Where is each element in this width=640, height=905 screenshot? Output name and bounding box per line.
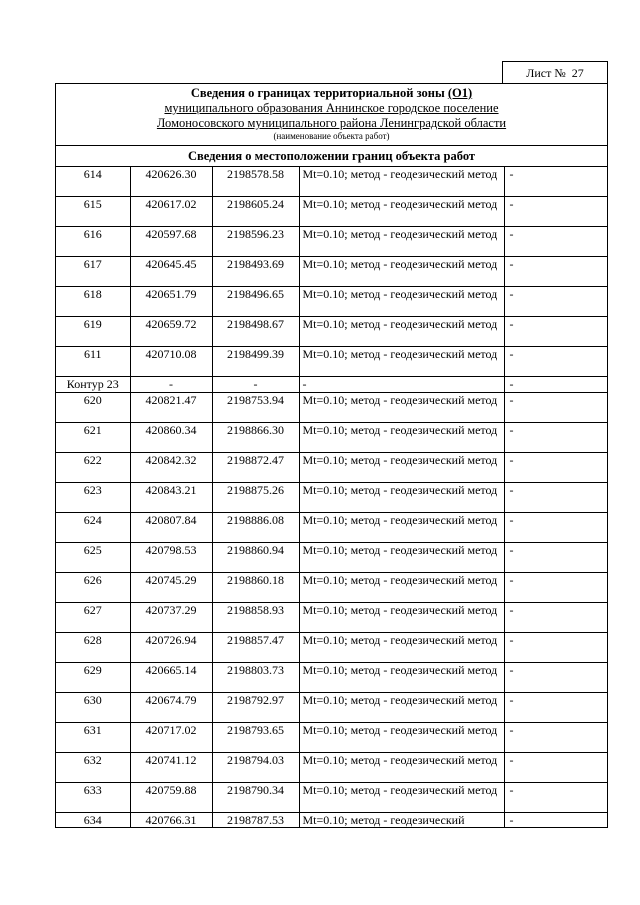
table-row [56, 287, 607, 317]
x-coordinate-cell: 420665.14 [130, 663, 212, 693]
document-title [56, 86, 607, 101]
x-coordinate-cell: 420726.94 [130, 633, 212, 663]
method-cell: Mt=0.10; метод - геодезический метод [299, 513, 504, 543]
method-cell: Mt=0.10; метод - геодезический метод [299, 287, 504, 317]
y-coordinate-cell: 2198496.65 [212, 287, 299, 317]
point-number-cell: Контур 23 [56, 377, 130, 393]
method-cell: Mt=0.10; метод - геодезический метод [299, 167, 504, 197]
point-number-cell: 627 [56, 603, 130, 633]
x-coordinate-cell: 420741.12 [130, 753, 212, 783]
method-cell: Mt=0.10; метод - геодезический метод [299, 393, 504, 423]
y-coordinate-cell: 2198860.94 [212, 543, 299, 573]
method-cell: Mt=0.10; метод - геодезический метод [299, 423, 504, 453]
extra-cell: - [504, 693, 607, 723]
x-coordinate-cell: - [130, 377, 212, 393]
sheet-number-box [502, 61, 608, 83]
x-coordinate-cell: 420745.29 [130, 573, 212, 603]
point-number-cell: 622 [56, 453, 130, 483]
extra-cell: - [504, 663, 607, 693]
extra-cell: - [504, 393, 607, 423]
method-cell: Mt=0.10; метод - геодезический метод [299, 543, 504, 573]
table-row [56, 257, 607, 287]
method-cell: Mt=0.10; метод - геодезический метод [299, 257, 504, 287]
table-row [56, 573, 607, 603]
district-text: Ломоносовского муниципального района Ленинградской области [156, 116, 507, 130]
table-row [56, 693, 607, 723]
y-coordinate-cell: 2198794.03 [212, 753, 299, 783]
zone-code: (О1) [447, 86, 473, 100]
extra-cell: - [504, 453, 607, 483]
x-coordinate-cell: 420860.34 [130, 423, 212, 453]
point-number-cell: 628 [56, 633, 130, 663]
table-row [56, 543, 607, 573]
table-row [56, 513, 607, 543]
point-number-cell: 620 [56, 393, 130, 423]
extra-cell: - [504, 347, 607, 377]
method-cell: Mt=0.10; метод - геодезический метод [299, 197, 504, 227]
table-row [56, 483, 607, 513]
y-coordinate-cell: 2198886.08 [212, 513, 299, 543]
table-row [56, 453, 607, 483]
table-row [56, 723, 607, 753]
method-cell: Mt=0.10; метод - геодезический метод [299, 347, 504, 377]
object-name-note: (наименование объекта работ) [273, 131, 390, 141]
method-cell: Mt=0.10; метод - геодезический метод [299, 483, 504, 513]
y-coordinate-cell: 2198596.23 [212, 227, 299, 257]
method-cell: Mt=0.10; метод - геодезический метод [299, 663, 504, 693]
method-cell: Mt=0.10; метод - геодезический метод [299, 227, 504, 257]
point-number-cell: 617 [56, 257, 130, 287]
point-number-cell: 629 [56, 663, 130, 693]
sheet-label: Лист № [526, 66, 566, 80]
x-coordinate-cell: 420759.88 [130, 783, 212, 813]
x-coordinate-cell: 420737.29 [130, 603, 212, 633]
coordinates-table-body [56, 167, 607, 827]
y-coordinate-cell: 2198753.94 [212, 393, 299, 423]
point-number-cell: 631 [56, 723, 130, 753]
y-coordinate-cell: 2198866.30 [212, 423, 299, 453]
point-number-cell: 632 [56, 753, 130, 783]
extra-cell: - [504, 633, 607, 663]
method-cell: - [299, 377, 504, 393]
point-number-cell: 615 [56, 197, 130, 227]
table-row [56, 633, 607, 663]
extra-cell: - [504, 783, 607, 813]
point-number-cell: 626 [56, 573, 130, 603]
y-coordinate-cell: 2198790.34 [212, 783, 299, 813]
municipality-text: муниципального образования Аннинское городское поселение [164, 101, 499, 115]
x-coordinate-cell: 420843.21 [130, 483, 212, 513]
point-number-cell: 616 [56, 227, 130, 257]
coordinates-table [56, 167, 607, 827]
extra-cell: - [509, 813, 514, 827]
y-coordinate-cell: - [212, 377, 299, 393]
method-cell: Mt=0.10; метод - геодезический метод [299, 723, 504, 753]
table-row [56, 813, 607, 828]
x-coordinate-cell: 420597.68 [130, 227, 212, 257]
point-number-cell: 621 [56, 423, 130, 453]
point-number-cell: 619 [56, 317, 130, 347]
district-line [56, 116, 607, 131]
point-number-cell: 630 [56, 693, 130, 723]
extra-cell: - [504, 197, 607, 227]
table-row [56, 783, 607, 813]
x-coordinate-cell: 420717.02 [130, 723, 212, 753]
point-number-cell: 634 [56, 813, 130, 828]
point-number-cell: 614 [56, 167, 130, 197]
y-coordinate-cell: 2198499.39 [212, 347, 299, 377]
extra-cell: - [504, 753, 607, 783]
x-coordinate-cell: 420626.30 [130, 167, 212, 197]
table-row [56, 347, 607, 377]
point-number-cell: 633 [56, 783, 130, 813]
extra-cell: - [504, 723, 607, 753]
extra-cell: - [504, 603, 607, 633]
sheet-number: 27 [571, 66, 584, 80]
y-coordinate-cell: 2198578.58 [212, 167, 299, 197]
extra-cell: - [504, 377, 607, 393]
point-number-cell: 611 [56, 347, 130, 377]
extra-cell: - [504, 543, 607, 573]
table-row [56, 423, 607, 453]
method-cell: Mt=0.10; метод - геодезический метод [299, 693, 504, 723]
y-coordinate-cell: 2198792.97 [212, 693, 299, 723]
x-coordinate-cell: 420674.79 [130, 693, 212, 723]
table-row [56, 753, 607, 783]
document-header [56, 84, 607, 146]
x-coordinate-cell: 420710.08 [130, 347, 212, 377]
table-row [56, 197, 607, 227]
x-coordinate-cell: 420617.02 [130, 197, 212, 227]
y-coordinate-cell: 2198860.18 [212, 573, 299, 603]
method-cell: Mt=0.10; метод - геодезический метод [299, 453, 504, 483]
y-coordinate-cell: 2198493.69 [212, 257, 299, 287]
x-coordinate-cell: 420766.31 [130, 813, 212, 828]
point-number-cell: 624 [56, 513, 130, 543]
x-coordinate-cell: 420651.79 [130, 287, 212, 317]
y-coordinate-cell: 2198498.67 [212, 317, 299, 347]
x-coordinate-cell: 420842.32 [130, 453, 212, 483]
method-cell: Mt=0.10; метод - геодезический метод [299, 633, 504, 663]
municipality-line [56, 101, 607, 116]
section-title: Сведения о местоположении границ объекта работ [56, 146, 607, 167]
y-coordinate-cell: 2198803.73 [212, 663, 299, 693]
y-coordinate-cell: 2198875.26 [212, 483, 299, 513]
document-frame [55, 83, 608, 828]
table-row [56, 317, 607, 347]
table-row [56, 663, 607, 693]
table-row [56, 377, 607, 393]
y-coordinate-cell: 2198872.47 [212, 453, 299, 483]
extra-cell: - [504, 513, 607, 543]
y-coordinate-cell: 2198605.24 [212, 197, 299, 227]
table-row [56, 393, 607, 423]
y-coordinate-cell: 2198858.93 [212, 603, 299, 633]
extra-cell: - [504, 483, 607, 513]
method-cell: Mt=0.10; метод - геодезический метод [299, 603, 504, 633]
point-number-cell: 618 [56, 287, 130, 317]
point-number-cell: 625 [56, 543, 130, 573]
x-coordinate-cell: 420821.47 [130, 393, 212, 423]
extra-cell: - [504, 257, 607, 287]
method-cell: Mt=0.10; метод - геодезический метод [299, 753, 504, 783]
x-coordinate-cell: 420807.84 [130, 513, 212, 543]
x-coordinate-cell: 420645.45 [130, 257, 212, 287]
table-row [56, 227, 607, 257]
y-coordinate-cell: 2198787.53 [212, 813, 299, 828]
extra-cell: - [504, 573, 607, 603]
x-coordinate-cell: 420659.72 [130, 317, 212, 347]
title-prefix: Сведения о границах территориальной зоны [190, 86, 445, 100]
y-coordinate-cell: 2198793.65 [212, 723, 299, 753]
point-number-cell: 623 [56, 483, 130, 513]
table-row [56, 603, 607, 633]
x-coordinate-cell: 420798.53 [130, 543, 212, 573]
y-coordinate-cell: 2198857.47 [212, 633, 299, 663]
method-cell: Mt=0.10; метод - геодезический [299, 813, 504, 828]
method-cell: Mt=0.10; метод - геодезический метод [299, 573, 504, 603]
extra-cell: - [504, 167, 607, 197]
extra-cell: - [504, 287, 607, 317]
extra-cell: - [504, 423, 607, 453]
extra-cell: - [504, 227, 607, 257]
table-row [56, 167, 607, 197]
method-cell: Mt=0.10; метод - геодезический метод [299, 783, 504, 813]
method-cell: Mt=0.10; метод - геодезический метод [299, 317, 504, 347]
extra-cell: - [504, 317, 607, 347]
